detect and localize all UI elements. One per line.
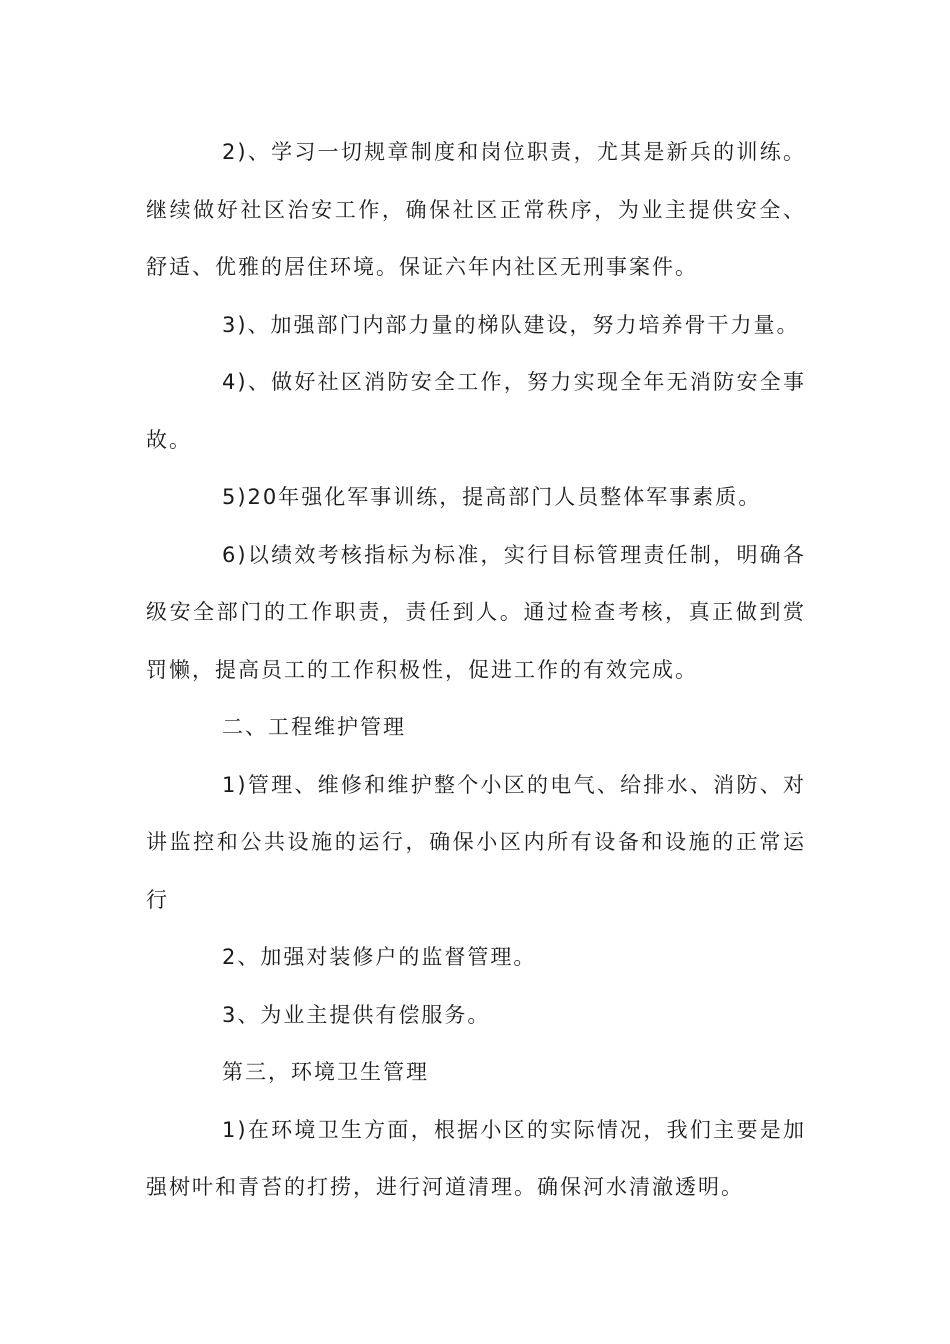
paragraph-security-item-6: 6)以绩效考核指标为标准，实行目标管理责任制，明确各级安全部门的工作职责，责任到人。通过检查考核，真正做到赏罚懒，提高员工的工作积极性，促进工作的有效完成。 [146,542,806,682]
section-heading-engineering: 二、工程维护管理 [222,715,406,739]
paragraph-engineering-item-2: 2、加强对装修户的监督管理。 [222,945,537,969]
paragraph-engineering-item-3: 3、为业主提供有偿服务。 [222,1002,491,1027]
paragraph-security-item-4: 4)、做好社区消防安全工作，努力实现全年无消防安全事故。 [146,370,806,452]
document-body [146,124,806,1217]
paragraph-security-item-2: 2)、学习一切规章制度和岗位职责，尤其是新兵的训练。继续做好社区治安工作，确保社区正常秩序，为业主提供安全、舒适、优雅的居住环境。保证六年内社区无刑事案件。 [146,140,806,279]
paragraph-security-item-5: 5)20年强化军事训练，提高部门人员整体军事素质。 [222,485,762,509]
paragraph-sanitation-item-1: 1)在环境卫生方面，根据小区的实际情况，我们主要是加强树叶和青苔的打捞，进行河道清理。确保河水清澈透明。 [146,1117,806,1199]
paragraph-security-item-3: 3)、加强部门内部力量的梯队建设，努力培养骨干力量。 [222,312,800,337]
section-heading-sanitation: 第三，环境卫生管理 [222,1060,429,1084]
paragraph-engineering-item-1: 1)管理、维修和维护整个小区的电气、给排水、消防、对讲监控和公共设施的运行，确保小区内所有设备和设施的正常运行 [146,772,806,912]
